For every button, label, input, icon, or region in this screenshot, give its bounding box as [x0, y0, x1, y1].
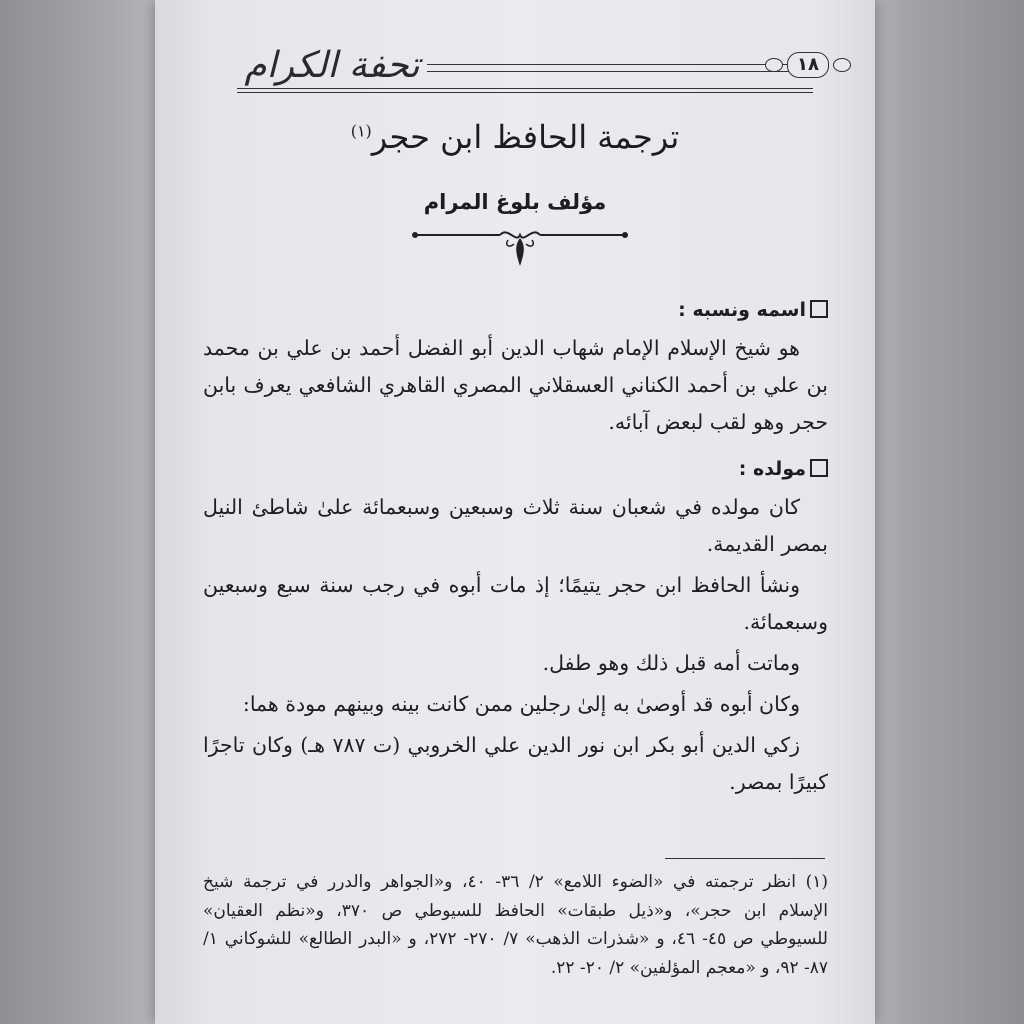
- book-title: تحفة الكرام: [244, 45, 420, 86]
- page-body: [203, 290, 828, 801]
- ornament-divider-icon: [410, 222, 630, 272]
- section-heading-name: [203, 290, 828, 330]
- paragraph-birth-1: كان مولده في شعبان سنة ثلاث وسبعين وسبعمائة علىٰ شاطئ النيل بمصر القديمة.: [203, 495, 828, 556]
- page-number-frame: [757, 52, 857, 78]
- title-footnote-marker: (١): [350, 121, 372, 141]
- paragraph-birth-4: وكان أبوه قد أوصىٰ به إلىٰ رجلين ممن كانت بينه وبينهم مودة هما:: [242, 692, 800, 716]
- background-left: [0, 0, 160, 1024]
- chapter-title-text: ترجمة الحافظ ابن حجر: [371, 118, 680, 156]
- page-header: [237, 40, 819, 95]
- section-heading-name-text: اسمه ونسبه :: [678, 299, 806, 321]
- frame-knob-right: [833, 58, 851, 72]
- footnote-separator: [665, 858, 825, 859]
- background-right: [874, 0, 1024, 1024]
- paragraph-name: هو شيخ الإسلام الإمام شهاب الدين أبو الفضل أحمد بن علي بن محمد بن علي بن أحمد الكناني العسقلاني المصري القاهري الشافعي يعرف بابن حجر وهو لقب لبعض آبائه.: [203, 336, 828, 434]
- checkbox-square-icon: [810, 459, 828, 477]
- paragraph-birth-5: زكي الدين أبو بكر ابن نور الدين علي الخروبي (ت ٧٨٧ هـ) وكان تاجرًا كبيرًا بمصر.: [203, 733, 828, 794]
- book-page: [155, 0, 875, 1024]
- footnote: (١) انظر ترجمته في «الضوء اللامع» ٢/ ٣٦- ٤٠، و«الجواهر والدرر في ترجمة شيخ الإسلام ابن حجر»، و«ذيل طبقات» الحافظ للسيوطي ص ٣٧٠، و«نظم العقيان» للسيوطي ص ٤٥- ٤٦، و «شذرات الذهب» ٧/ ٢٧٠- ٢٧٢، و «البدر الطالع» للشوكاني ١/ ٨٧- ٩٢، و «معجم المؤلفين» ٢/ ٢٠- ٢٢.: [203, 872, 828, 978]
- paragraph-birth-2: ونشأ الحافظ ابن حجر يتيمًا؛ إذ مات أبوه في رجب سنة سبع وسبعين وسبعمائة.: [203, 573, 828, 634]
- section-heading-birth: [203, 449, 828, 489]
- chapter-subtitle: مؤلف بلوغ المرام: [423, 190, 607, 214]
- paragraph-birth-3: وماتت أمه قبل ذلك وهو طفل.: [542, 651, 800, 675]
- page-number: ١٨: [787, 52, 829, 78]
- checkbox-square-icon: [810, 300, 828, 318]
- chapter-title: [155, 118, 875, 156]
- frame-knob-left: [765, 58, 783, 72]
- header-double-rule: [427, 64, 813, 72]
- section-heading-birth-text: مولده :: [738, 458, 806, 480]
